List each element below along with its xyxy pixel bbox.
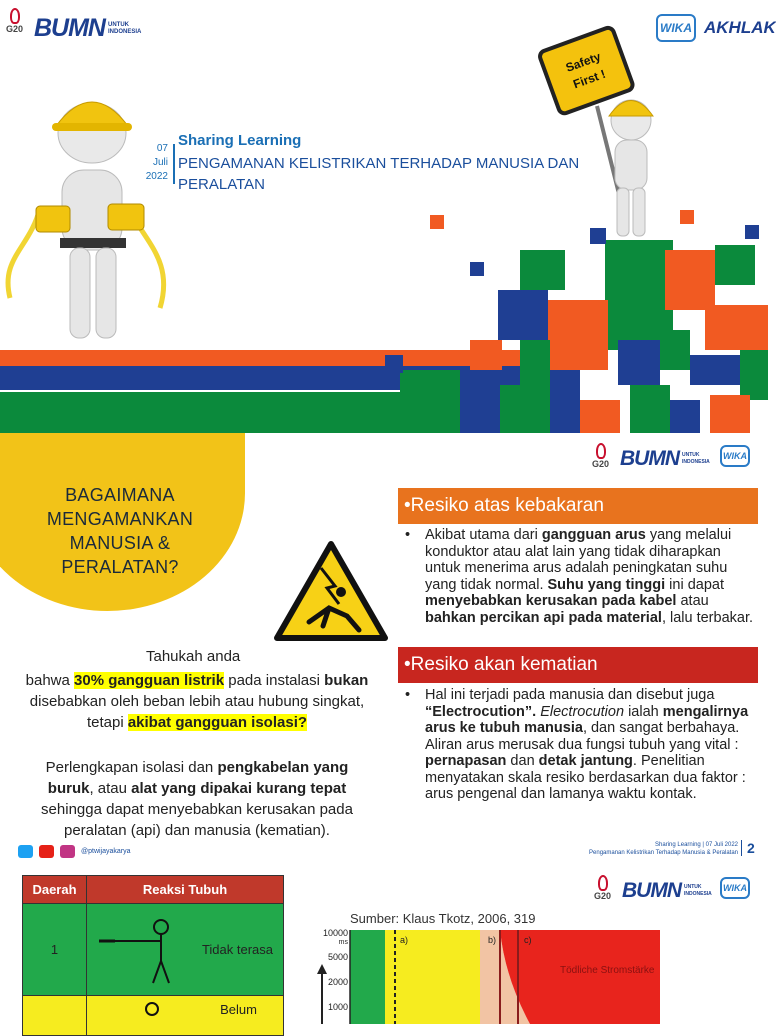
zone-green — [350, 930, 385, 1024]
region-label: c) — [524, 935, 532, 945]
table-chart-slide — [0, 863, 768, 1024]
y-tick-label: 10000 — [322, 928, 348, 938]
wika-logo: WIKA — [720, 877, 750, 899]
presentation-date: 07 Juli 2022 — [145, 143, 168, 182]
death-risk-heading: •Resiko akan kematian — [398, 647, 758, 683]
g20-logo: G20 — [6, 8, 23, 34]
footer-caption: Sharing Learning | 07 Juli 2022 Pengamanan Kelistrikan Terhadap Manusia & Peralatan — [589, 842, 738, 856]
y-tick-label: 5000 — [327, 952, 348, 962]
body-reaction-table — [22, 875, 284, 1036]
question-heading: BAGAIMANA MENGAMANKAN MANUSIA & PERALATAN? — [46, 485, 194, 577]
table-cell: 1 — [23, 904, 87, 996]
fire-risk-heading: •Resiko atas kebakaran — [398, 488, 758, 524]
table-cell — [87, 996, 284, 1036]
bumn-logo: BUMN UNTUK INDONESIA — [622, 879, 712, 902]
bumn-logo: BUMN UNTUK INDONESIA — [620, 447, 710, 470]
face-icon — [145, 1002, 159, 1016]
table-cell — [23, 996, 87, 1036]
table-header: Daerah — [23, 876, 87, 904]
wika-logo: WIKA — [720, 445, 750, 467]
svg-text:First !: First ! — [571, 66, 608, 92]
intro-paragraph: bahwa 30% gangguan listrik pada instalasi bukan disebabkan oleh beban lebih atau hubung singkat, tetapi akibat gangguan isolasi? — [25, 672, 369, 731]
worker-figure-plug — [0, 78, 175, 348]
akhlak-logo: AKHLAK — [704, 18, 776, 37]
wika-logo: WIKA — [656, 14, 696, 42]
page-title: PENGAMANAN KELISTRIKAN TERHADAP MANUSIA DAN PERALATAN — [178, 155, 580, 193]
page-number: 2 — [741, 840, 761, 856]
title-slide — [0, 0, 776, 433]
orange-stripe — [0, 350, 530, 366]
table-header: Reaksi Tubuh — [87, 876, 284, 904]
region-label: b) — [488, 935, 497, 945]
title-divider — [173, 144, 175, 184]
bumn-logo: BUMN UNTUK INDONESIA — [34, 14, 142, 42]
subtitle: Sharing Learning — [178, 132, 302, 149]
reaction-label: Belum — [220, 1002, 257, 1017]
electric-warning-icon — [273, 538, 389, 646]
table-row — [23, 996, 284, 1036]
table-row — [23, 904, 284, 996]
fire-risk-body: • Akibat utama dari gangguan arus yang melalui konduktor atau alat lain yang tidak diharapkan untuk menerima arus adalah peningkatan suhu yang tidak normal. Suhu yang tinggi ini dapat menyebabkan kerusakan pada kabel atau bahkan percikan api pada material, lalu terbakar. — [405, 527, 754, 626]
chart-annotation: Tödliche Stromstärke — [560, 965, 655, 976]
youtube-icon[interactable] — [39, 845, 54, 858]
instagram-icon[interactable] — [60, 845, 75, 858]
g20-logo: G20 — [592, 443, 609, 469]
table-cell — [87, 904, 284, 996]
y-tick-label: 2000 — [327, 977, 348, 987]
region-label: a) — [400, 935, 409, 945]
svg-text:Safety: Safety — [563, 49, 603, 75]
person-touching-wire-icon — [95, 915, 185, 985]
chart-source: Sumber: Klaus Tkotz, 2006, 319 — [350, 911, 536, 926]
worker-figure-sign — [535, 30, 665, 245]
tahukah-text: Tahukah anda — [146, 648, 241, 665]
social-links — [18, 845, 131, 858]
twitter-icon[interactable] — [18, 845, 33, 858]
death-risk-body: • Hal ini terjadi pada manusia dan disebut juga “Electrocution”. Electrocution ialah mengalirnya arus ke tubuh manusia, dan sangat berbahaya. Aliran arus merusak dua fungsi tubuh yang vital : pernapasan dan detak jantung. Penelitian menyatakan skala resiko berdasarkan dua faktor : arus pengenal dan lamanya waktu kontak. — [405, 687, 749, 802]
y-axis-unit: ms — [338, 939, 348, 946]
reaction-label: Tidak terasa — [201, 942, 273, 957]
social-handle: @ptwijayakarya — [81, 848, 131, 855]
y-tick-label: 1000 — [327, 1002, 348, 1012]
current-time-chart — [300, 908, 700, 1024]
content-slide — [0, 433, 768, 863]
g20-logo: G20 — [594, 875, 611, 901]
cause-paragraph: Perlengkapan isolasi dan pengkabelan yang buruk, atau alat yang dipakai kurang tepat sehingga dapat menyebabkan kerusakan pada peralatan (api) dan manusia (kematian). — [41, 759, 353, 839]
